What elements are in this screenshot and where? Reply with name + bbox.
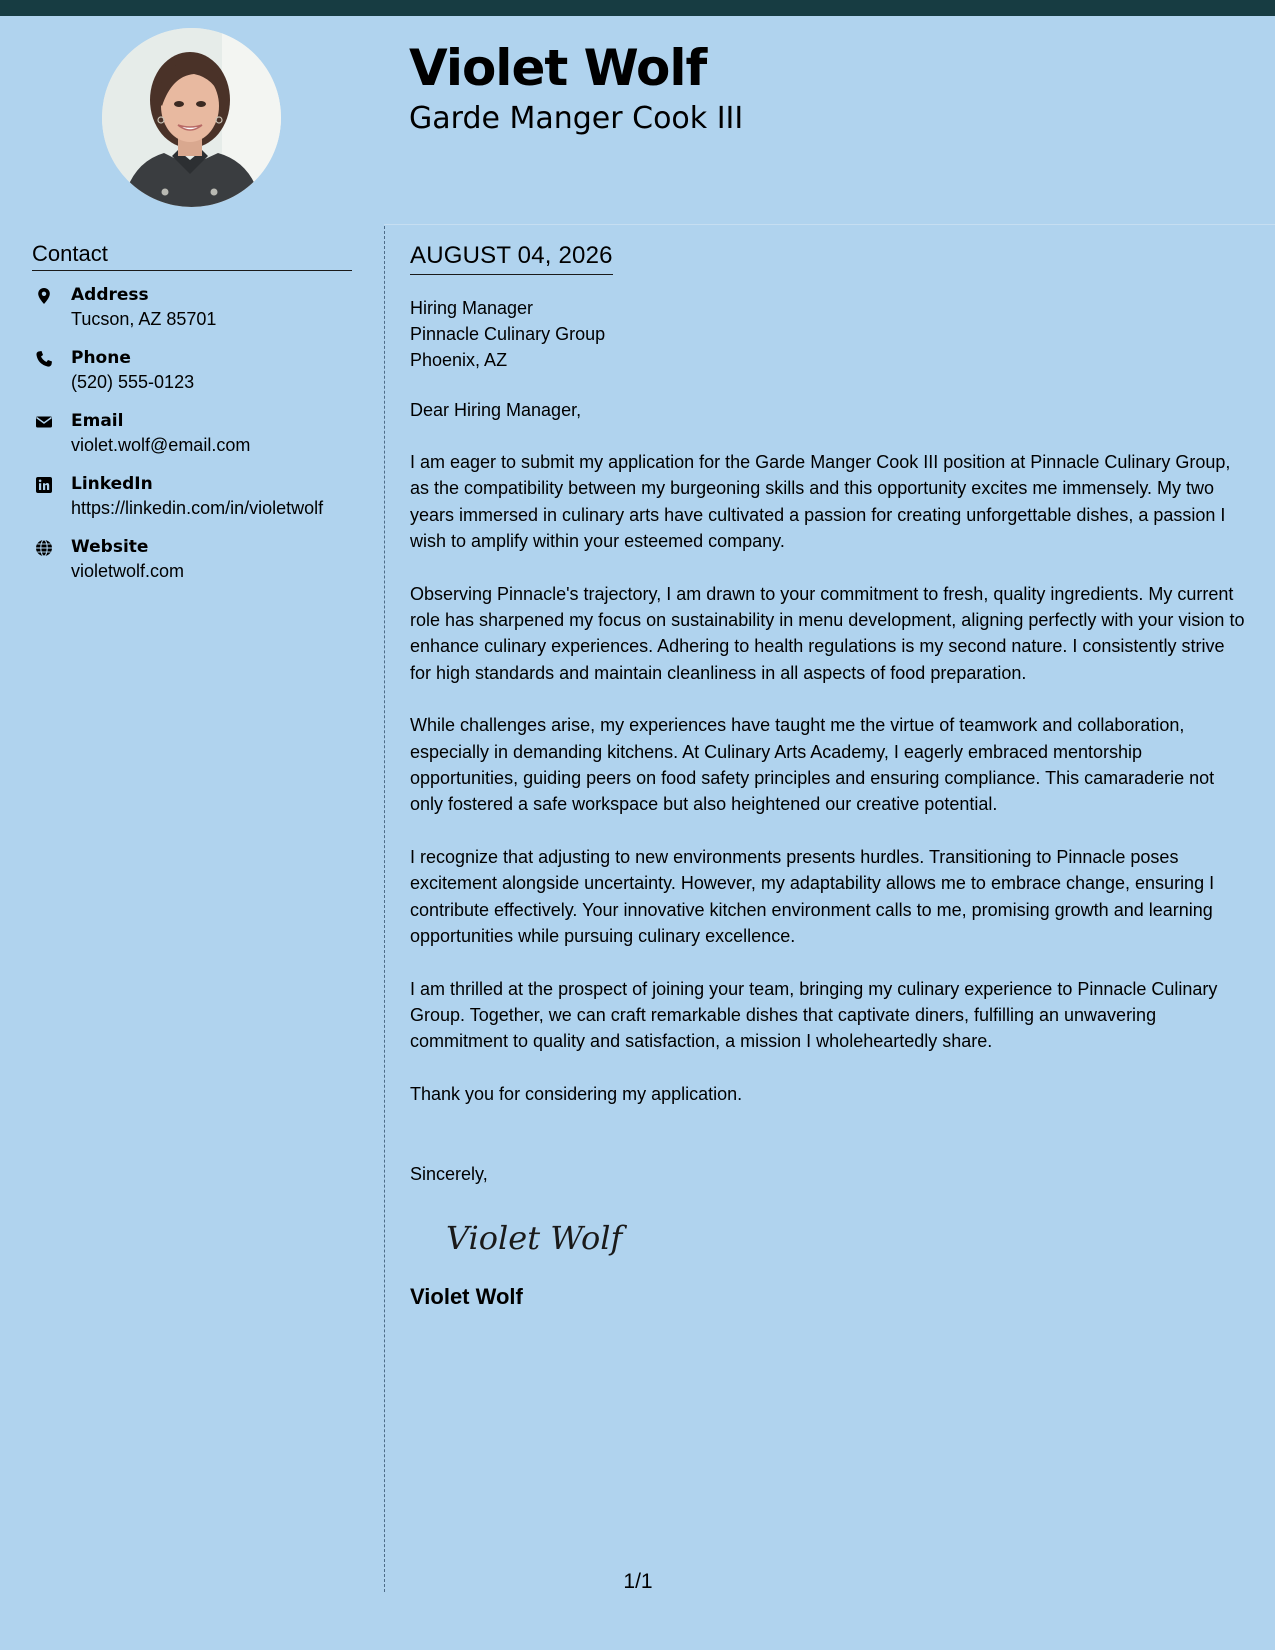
contact-linkedin: [32, 472, 352, 535]
paragraph-1: I am eager to submit my application for the Garde Manger Cook III position at Pinnacle Culinary Group, as the compatibility between my burgeoning skills and this opportunity excites me immensely. My two years immersed in culinary arts have cultivated a passion for creating unforgettable dishes, a passion I wish to amplify within your esteemed company.: [410, 452, 1231, 552]
contact-website: [32, 535, 352, 598]
linkedin-icon: [35, 476, 53, 494]
address-value: Tucson, AZ 85701: [71, 309, 217, 329]
signed-name: Violet Wolf: [410, 1284, 523, 1310]
paragraph-5: I am thrilled at the prospect of joining your team, bringing my culinary experience to Pinnacle Culinary Group. Together, we can craft remarkable dishes that captivate diners, fulfilling an unwavering commitment to quality and satisfaction, a mission I wholeheartedly share.: [410, 978, 1218, 1052]
letter-body: [410, 242, 1250, 1311]
salutation: Dear Hiring Manager,: [410, 400, 582, 420]
job-title: Garde Manger Cook III: [409, 101, 744, 136]
signature: [446, 1213, 1250, 1263]
contact-heading: Contact: [32, 241, 352, 271]
linkedin-value[interactable]: https://linkedin.com/in/violetwolf: [71, 498, 324, 518]
contact-phone: [32, 346, 352, 409]
paragraph-4: I recognize that adjusting to new environments presents hurdles. Transitioning to Pinnacle poses excitement alongside uncertainty. However, my adaptability allows me to embrace change, ensuring I contribute effectively. Your innovative kitchen environment calls to me, promising growth and learning opportunities while pursuing culinary excellence.: [410, 846, 1215, 947]
website-value[interactable]: violetwolf.com: [71, 561, 185, 581]
email-value[interactable]: violet.wolf@email.com: [71, 435, 251, 455]
phone-icon: [35, 350, 53, 368]
paragraph-3: While challenges arise, my experiences have taught me the virtue of teamwork and collaboration, especially in demanding kitchens. At Culinary Arts Academy, I eagerly embraced mentorship opportunities, guiding peers on food safety principles and ensuring compliance. This camaraderie not only fostered a safe workspace but also heightened our creative potential.: [410, 715, 1215, 815]
recipient-name: Hiring Manager: [410, 298, 534, 318]
top-bar: [0, 0, 1275, 16]
page-number: 1/1: [623, 1570, 653, 1593]
candidate-name: Violet Wolf: [409, 39, 707, 97]
profile-photo: [102, 28, 281, 207]
envelope-icon: [35, 413, 53, 431]
contact-label: Address: [71, 285, 149, 305]
sidebar: [32, 241, 352, 598]
globe-icon: [35, 539, 53, 557]
phone-value: (520) 555-0123: [71, 372, 195, 392]
recipient-block: [410, 295, 1250, 373]
recipient-location: Phoenix, AZ: [410, 350, 508, 370]
header-divider: [384, 224, 1275, 225]
contact-label: Phone: [71, 348, 131, 368]
contact-label: LinkedIn: [71, 474, 153, 494]
paragraph-6: Thank you for considering my application.: [410, 1083, 743, 1104]
column-divider: [384, 226, 385, 1592]
recipient-company: Pinnacle Culinary Group: [410, 324, 606, 344]
map-pin-icon: [35, 287, 53, 305]
contact-email: [32, 409, 352, 472]
contact-address: [32, 283, 352, 346]
closing: Sincerely,: [410, 1164, 488, 1185]
contact-label: Website: [71, 537, 149, 557]
contact-list: [32, 283, 352, 598]
paragraph-2: Observing Pinnacle's trajectory, I am drawn to your commitment to fresh, quality ingredients. My current role has sharpened my focus on sustainability in menu development, aligning perfectly with your vision to enhance culinary experiences. Adhering to health regulations is my second nature. I consistently strive for high standards and maintain cleanliness in all aspects of food preparation.: [410, 583, 1245, 683]
contact-label: Email: [71, 411, 124, 431]
svg-text:Violet Wolf: Violet Wolf: [446, 1219, 623, 1258]
letter-date: AUGUST 04, 2026: [410, 242, 613, 275]
